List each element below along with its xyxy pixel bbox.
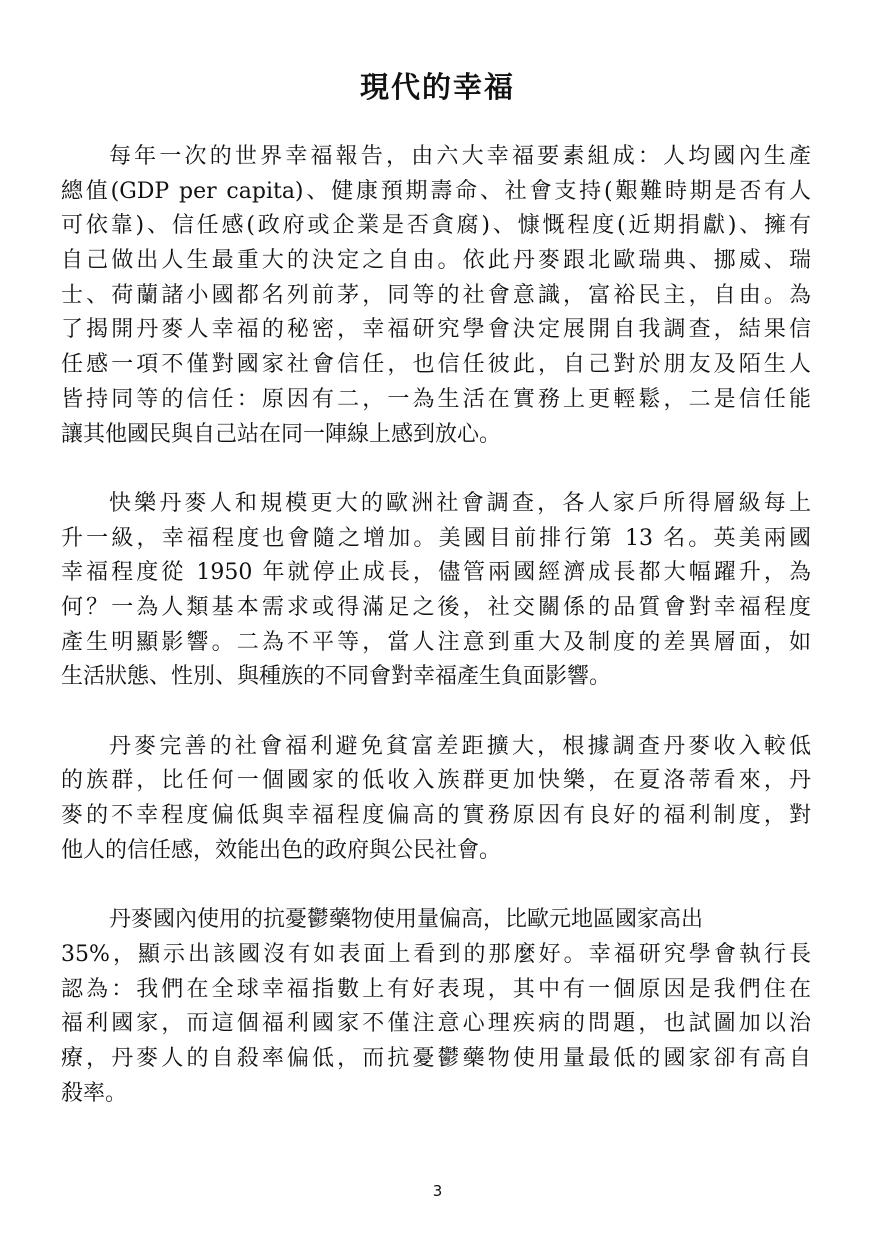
text-line: 殺率。: [61, 1080, 128, 1106]
text-line: 麥的不幸程度偏低與幸福程度偏高的實務原因有良好的福利制度，對: [61, 803, 811, 829]
text-line: 35%，顯示出該國沒有如表面上看到的那麼好。幸福研究學會執行長: [61, 941, 811, 967]
text-line: 了揭開丹麥人幸福的秘密，幸福研究學會決定展開自我調查，結果信: [61, 317, 811, 343]
paragraph-4: [61, 903, 811, 1111]
page-number: 3: [432, 1182, 443, 1200]
text-line: 自己做出人生最重大的決定之自由。依此丹麥跟北歐瑞典、挪威、瑞: [61, 248, 811, 274]
text-line: 的族群，比任何一個國家的低收入族群更加快樂，在夏洛蒂看來，丹: [61, 768, 811, 794]
text-line: 認為：我們在全球幸福指數上有好表現，其中有一個原因是我們住在: [61, 976, 811, 1002]
text-line: 每年一次的世界幸福報告，由六大幸福要素組成：人均國內生產: [109, 144, 811, 169]
text-line: 皆持同等的信任：原因有二，一為生活在實務上更輕鬆，二是信任能: [61, 386, 811, 412]
text-line: 士、荷蘭諸小國都名列前茅，同等的社會意識，富裕民主，自由。為: [61, 282, 811, 308]
text-line: 何？一為人類基本需求或得滿足之後，社交關係的品質會對幸福程度: [61, 594, 811, 620]
text-line: 快樂丹麥人和規模更大的歐洲社會調查，各人家戶所得層級每上: [109, 490, 811, 516]
text-line: 任感一項不僅對國家社會信任，也信任彼此，自己對於朋友及陌生人: [61, 352, 811, 378]
paragraph-gap: [61, 452, 811, 487]
text-line: 可依靠)、信任感(政府或企業是否貪腐)、慷慨程度(近期捐獻)、擁有: [61, 213, 811, 239]
paragraph-gap: [61, 695, 811, 730]
text-line: 總值(GDP per capita)、健康預期壽命、社會支持(艱難時期是否有人: [61, 178, 811, 204]
text-line: 讓其他國民與自己站在同一陣線上感到放心。: [61, 421, 502, 447]
paragraph-2: [61, 487, 811, 695]
page-title: 現代的幸福: [359, 70, 515, 104]
text-line: 產生明顯影響。二為不平等，當人注意到重大及制度的差異層面，如: [61, 629, 811, 655]
text-line: 幸福程度從 1950 年就停止成長，儘管兩國經濟成長都大幅躍升，為: [61, 560, 811, 586]
text-line: 療，丹麥人的自殺率偏低，而抗憂鬱藥物使用量最低的國家卻有高自: [61, 1045, 811, 1071]
paragraph-gap: [61, 868, 811, 903]
paragraph-3: [61, 730, 811, 869]
text-line: 丹麥國內使用的抗憂鬱藥物使用量偏高，比歐元地區國家高出: [109, 907, 704, 933]
paragraph-1: [61, 140, 811, 452]
article-body: [61, 140, 811, 1111]
text-line: 他人的信任感，效能出色的政府與公民社會。: [61, 837, 502, 863]
text-line: 福利國家，而這個福利國家不僅注意心理疾病的問題，也試圖加以治: [61, 1011, 811, 1037]
text-line: 生活狀態、性別、與種族的不同會對幸福產生負面影響。: [61, 664, 612, 690]
text-line: 丹麥完善的社會福利避免貧富差距擴大，根據調查丹麥收入較低: [109, 733, 811, 759]
text-line: 升一級，幸福程度也會隨之增加。美國目前排行第 13 名。英美兩國: [61, 525, 811, 551]
